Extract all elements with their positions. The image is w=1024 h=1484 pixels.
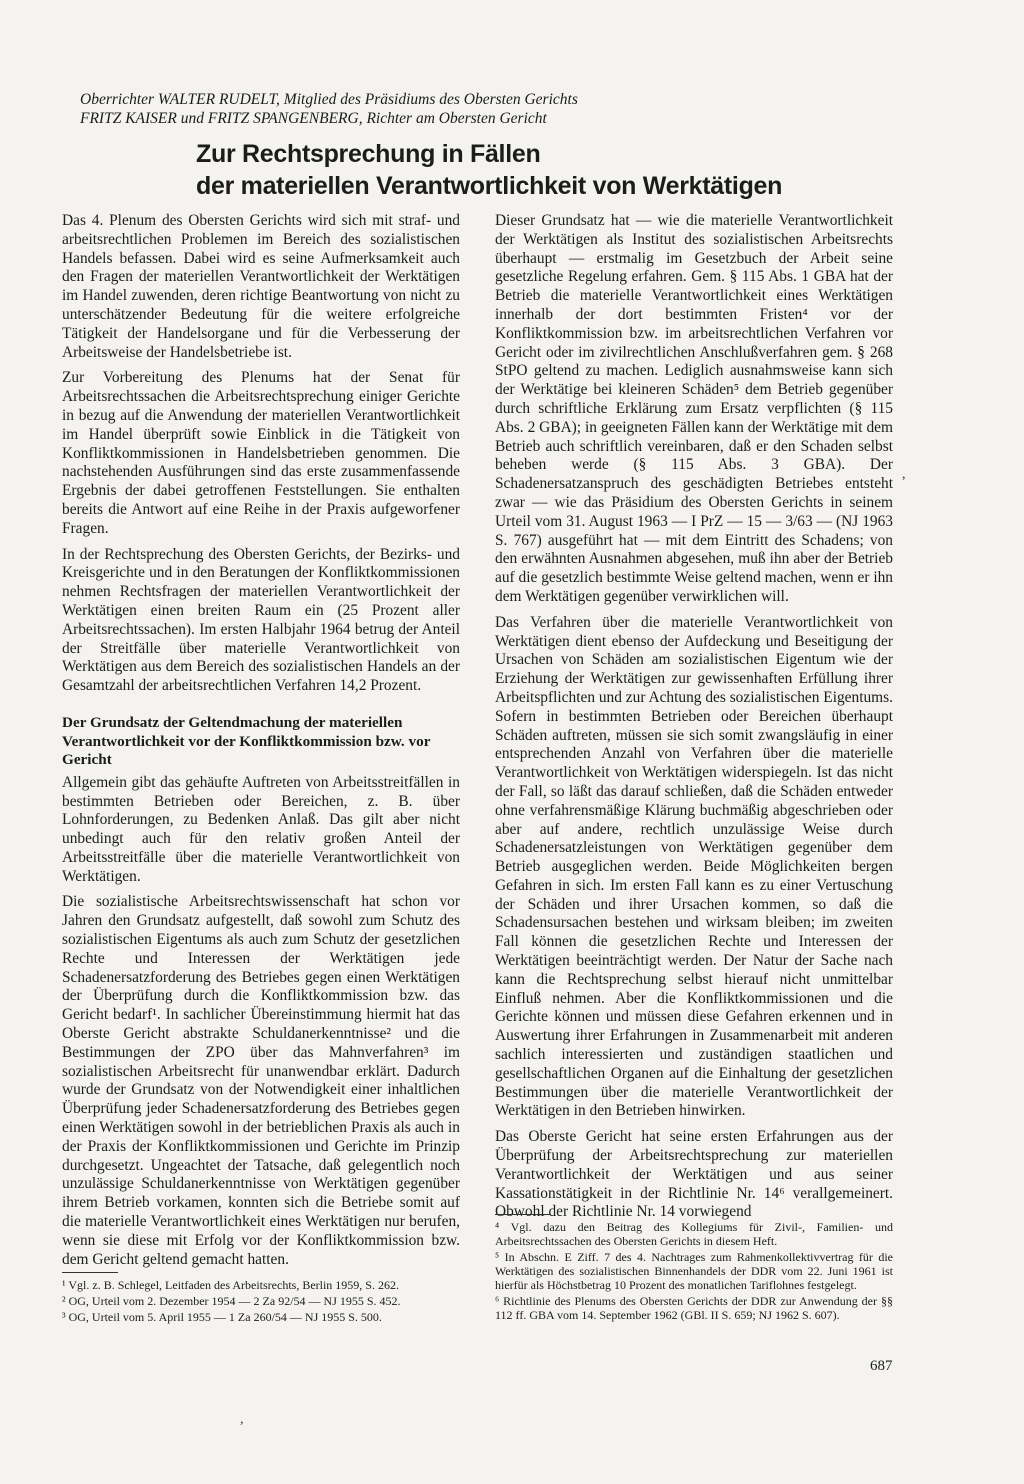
footnote: ⁶ Richtlinie des Plenums des Obersten Gerichts der DDR zur Anwendung der §§ 112 ff. GBA vom 14. September 1962 (GBl. II S. 659; NJ 1962 S. 607). [495, 1294, 893, 1322]
author-line-1: Oberrichter WALTER RUDELT, Mitglied des Präsidiums des Obersten Gerichts [80, 91, 578, 108]
footnotes-left [62, 1272, 460, 1326]
footnote: ⁵ In Abschn. E Ziff. 7 des 4. Nachtrages zum Rahmenkollektivvertrag für die Werktätigen des sozialistischen Binnenhandels der DDR vom 22. Juni 1961 ist hierfür als Höchstbetrag 10 Prozent des monatlichen Tariflohnes festgelegt. [495, 1250, 893, 1292]
paragraph: Allgemein gibt das gehäufte Auftreten von Arbeitsstreitfällen in bestimmten Betrieben oder Bereichen, z. B. über Lohnforderungen, zu Bedenken Anlaß. Das gilt aber nicht unbedingt auch für den relativ großen Anteil der Arbeitsstreitfälle über die materielle Verantwortlichkeit von Werktätigen. [62, 773, 460, 885]
section-heading: Der Grundsatz der Geltendmachung der materiellen Verantwortlichkeit vor der Konfliktkommission bzw. vor Gericht [62, 713, 431, 769]
title-line-1: Zur Rechtsprechung in Fällen [196, 140, 541, 168]
margin-mark: , [902, 467, 906, 482]
right-column [495, 212, 893, 1222]
footnote: ¹ Vgl. z. B. Schlegel, Leitfaden des Arbeitsrechts, Berlin 1959, S. 262. [62, 1278, 399, 1292]
paragraph: Das 4. Plenum des Obersten Gerichts wird sich mit straf- und arbeitsrechtlichen Problemen im Bereich des sozialistischen Handels befassen. Dabei wird es seine Aufmerksamkeit auch den Fragen der materiellen Verantwortlichkeit der Werktätigen im Handel zuwenden, deren richtige Beantwortung von nicht zu unterschätzender Bedeutung für die weitere erfolgreiche Tätigkeit der Handelsorgane und für die Verbesserung der Arbeitsweise der Handelsbetriebe ist. [62, 212, 460, 361]
author-byline [80, 90, 950, 128]
page-number: 687 [870, 1358, 893, 1374]
footnotes-right [495, 1214, 893, 1324]
paragraph: Die sozialistische Arbeitsrechtswissenschaft hat schon vor Jahren den Grundsatz aufgestellt, daß sowohl zum Schutz des sozialistischen Eigentums als auch zum Schutz der gesetzlichen Rechte und Interessen der Werktätigen jede Schadenersatzforderung des Betriebes gegen einen Werktätigen der Überprüfung durch die Konfliktkommission bzw. das Gericht bedarf¹. In sachlicher Übereinstimmung hiermit hat das Oberste Gericht abstrakte Schuldanerkenntnisse² und die Bestimmungen der ZPO über das Mahnverfahren³ im sozialistischen Arbeitsrecht für unanwendbar erklärt. Dadurch wurde der Grundsatz von der Notwendigkeit einer inhaltlichen Überprüfung jeder Schadenersatzforderung des Betriebes gegen einen Werktätigen sowohl in der betrieblichen Praxis als auch in der Praxis der Konfliktkommissionen und Gerichte im Prinzip durchgesetzt. Ungeachtet der Tatsache, daß gelegentlich noch unzulässige Schuldanerkenntnisse von Werktätigen gegenüber ihrem Betrieb vorkamen, konnten sich die Betriebe somit auf die materielle Verantwortlichkeit eines Werktätigen nur berufen, wenn sie diese mit Erfolg vor der Konfliktkommission bzw. dem Gericht geltend gemacht hatten. [62, 893, 460, 1268]
footnote-rule [62, 1272, 118, 1273]
paragraph: Das Oberste Gericht hat seine ersten Erfahrungen aus der Überprüfung der Arbeitsrechtsprechung zur materiellen Verantwortlichkeit der Werktätigen und aus seiner Kassationstätigkeit in der Richtlinie Nr. 14⁶ verallgemeinert. Obwohl der Richtlinie Nr. 14 vorwiegend [495, 1128, 893, 1221]
paragraph: Das Verfahren über die materielle Verantwortlichkeit von Werktätigen dient ebenso der Aufdeckung und Beseitigung der Ursachen von Schäden am sozialistischen Eigentum wie der Erziehung der Werktätigen zur gewissenhaften Erfüllung ihrer Arbeitspflichten und zur Achtung des sozialistischen Eigentums. Sofern in bestimmten Betrieben oder Bereichen überhaupt Schäden auftreten, müssen sie sich somit zwangsläufig in einer entsprechenden Anzahl von Verfahren über die materielle Verantwortlichkeit von Werktätigen widerspiegeln. Ist das nicht der Fall, so läßt das darauf schließen, daß die Schäden entweder ohne verfahrensmäßige Klärung buchmäßig abgeschrieben oder aber auf andere, rechtlich unzulässige Weise durch Schadenersatzleistungen von Werktätigen gegenüber dem Betrieb ausgeglichen werden. Beide Möglichkeiten bergen Gefahren in sich. Im ersten Fall kann es zu einer Vertuschung der Schäden und ihrer Ursachen kommen, so daß die Schadensursachen bestehen und wirksam bleiben; im zweiten Fall können die gesetzlichen Rechte und Interessen der Werktätigen beeinträchtigt werden. Der Natur der Sache nach kann die Rechtsprechung selbst hierauf nicht unmittelbar Einfluß nehmen. Aber die Konfliktkommissionen und die Gerichte können und müssen diese Gefahren erkennen und in Auswertung ihrer Erfahrungen in Zusammenarbeit mit anderen sachlich interessierten und zuständigen staatlichen und gesellschaftlichen Organen auf die Einhaltung der gesetzlichen Bestimmungen über die materielle Verantwortlichkeit der Werktätigen in den Betrieben hinwirken. [495, 613, 893, 1120]
footnote: ² OG, Urteil vom 2. Dezember 1954 — 2 Za 92/54 — NJ 1955 S. 452. [62, 1294, 401, 1308]
paragraph: Zur Vorbereitung des Plenums hat der Senat für Arbeitsrechtssachen die Arbeitsrechtsprechung einiger Gerichte in bezug auf die Anwendung der materiellen Verantwortlichkeit im Handel überprüft sowie Einblick in die Tätigkeit von Konfliktkommissionen in Handelsbetrieben genommen. Die nachstehenden Ausführungen sind das erste zusammenfassende Ergebnis der dabei getroffenen Feststellungen. Sie enthalten bereits die Antwort auf eine Reihe in der Praxis aufgeworfener Fragen. [62, 369, 460, 537]
article-title [196, 138, 956, 202]
paragraph: In der Rechtsprechung des Obersten Gerichts, der Bezirks- und Kreisgerichte und in den Beratungen der Konfliktkommissionen nehmen Rechtsfragen der materiellen Verantwortlichkeit der Werktätigen einen breiten Raum ein (25 Prozent aller Arbeitsrechtssachen). Im ersten Halbjahr 1964 betrug der Anteil der Streitfälle über materielle Verantwortlichkeit von Werktätigen aus dem Bereich des sozialistischen Handels an der Gesamtzahl der arbeitsrechtlichen Verfahren 14,2 Prozent. [62, 545, 460, 695]
margin-mark: , [240, 1412, 244, 1427]
footnote-rule [495, 1214, 551, 1215]
author-line-2: FRITZ KAISER und FRITZ SPANGENBERG, Richter am Obersten Gericht [80, 110, 547, 127]
paragraph: Dieser Grundsatz hat — wie die materielle Verantwortlichkeit der Werktätigen als Institut des sozialistischen Arbeitsrechts überhaupt — erstmalig im Gesetzbuch der Arbeit seine gesetzliche Regelung erfahren. Gem. § 115 Abs. 1 GBA hat der Betrieb die materielle Verantwortlichkeit eines Werktätigen innerhalb der dort bestimmten Fristen⁴ vor der Konfliktkommission bzw. im arbeitsrechtlichen Verfahren vor Gericht oder im zivilrechtlichen Anschlußverfahren gem. § 268 StPO geltend zu machen. Lediglich ausnahmsweise kann sich der Werktätige bei kleineren Schäden⁵ dem Betrieb gegenüber durch schriftliche Erklärung zum Ersatz verpflichten (§ 115 Abs. 2 GBA); in geeigneten Fällen kann der Werktätige mit dem Betrieb auch schriftlich vereinbaren, daß er den Schaden selbst beheben werde (§ 115 Abs. 3 GBA). Der Schadenersatzanspruch des geschädigten Betriebes entsteht zwar — wie das Präsidium des Obersten Gerichts in seinem Urteil vom 31. August 1963 — I PrZ — 15 — 3/63 — (NJ 1963 S. 767) ausgeführt hat — mit dem Eintritt des Schadens; von den erwähnten Ausnahmen abgesehen, muß ihn aber der Betrieb auf die gesetzlich bestimmte Weise geltend machen, wenn er ihn dem Werktätigen gegenüber verwirklichen will. [495, 212, 893, 605]
title-line-2: der materiellen Verantwortlichkeit von Werktätigen [196, 172, 783, 200]
footnote: ³ OG, Urteil vom 5. April 1955 — 1 Za 260/54 — NJ 1955 S. 500. [62, 1310, 382, 1324]
left-column [62, 212, 460, 1269]
footnote: ⁴ Vgl. dazu den Beitrag des Kollegiums für Zivil-, Familien- und Arbeitsrechtssachen des Obersten Gerichts in diesem Heft. [495, 1220, 893, 1248]
